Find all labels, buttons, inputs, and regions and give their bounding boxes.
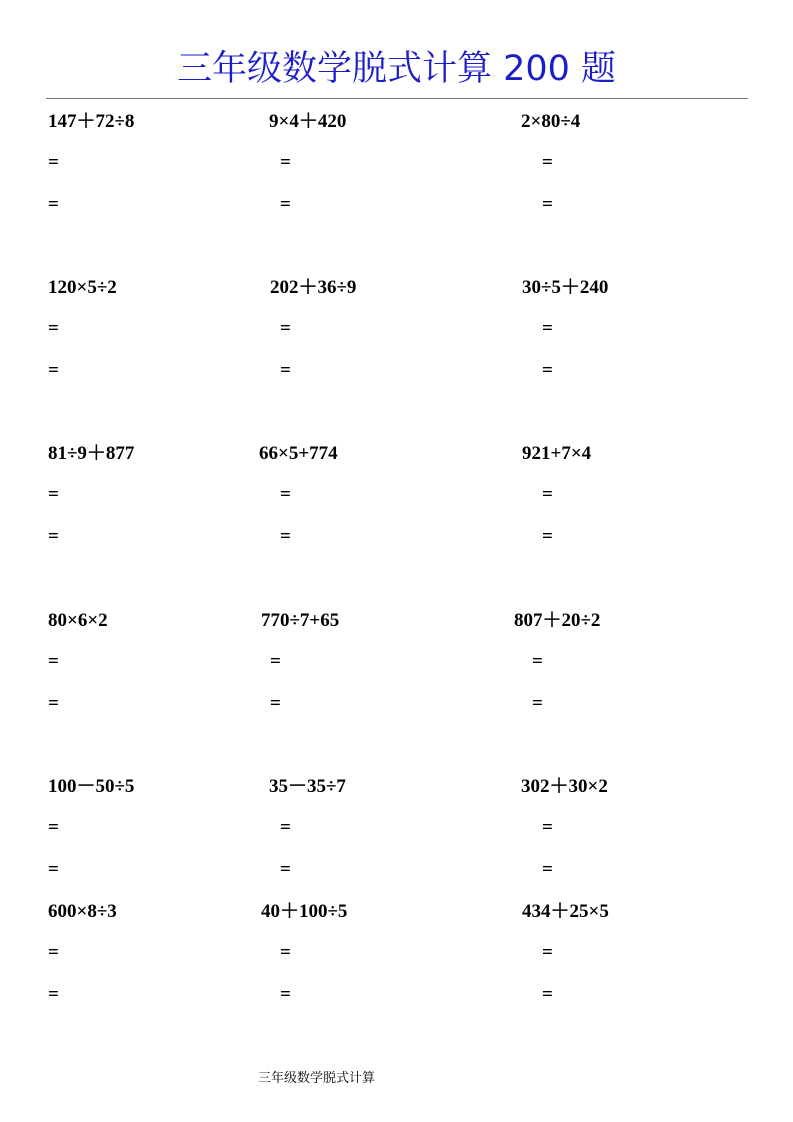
problem-expression: 100－50÷5 bbox=[48, 776, 135, 797]
answer-line-equals: = bbox=[48, 984, 59, 1005]
answer-line-equals: = bbox=[542, 318, 553, 339]
answer-line-equals: = bbox=[542, 817, 553, 838]
problem-expression: 9×4＋420 bbox=[269, 111, 347, 132]
problem-expression: 434＋25×5 bbox=[522, 901, 609, 922]
answer-line-equals: = bbox=[48, 693, 59, 714]
answer-line-equals: = bbox=[48, 859, 59, 880]
answer-line-equals: = bbox=[280, 194, 291, 215]
title-divider bbox=[46, 98, 748, 99]
problem-expression: 770÷7+65 bbox=[261, 610, 340, 631]
answer-line-equals: = bbox=[270, 693, 281, 714]
problem-expression: 202＋36÷9 bbox=[270, 277, 357, 298]
problem-expression: 35－35÷7 bbox=[269, 776, 346, 797]
answer-line-equals: = bbox=[542, 484, 553, 505]
answer-line-equals: = bbox=[542, 360, 553, 381]
answer-line-equals: = bbox=[280, 984, 291, 1005]
answer-line-equals: = bbox=[542, 194, 553, 215]
answer-line-equals: = bbox=[280, 484, 291, 505]
answer-line-equals: = bbox=[48, 194, 59, 215]
problem-expression: 921+7×4 bbox=[522, 443, 592, 464]
page-title: 三年级数学脱式计算 200 题 bbox=[176, 49, 617, 89]
answer-line-equals: = bbox=[280, 859, 291, 880]
problem-expression: 2×80÷4 bbox=[521, 111, 581, 132]
problem-expression: 30÷5＋240 bbox=[522, 277, 609, 298]
answer-line-equals: = bbox=[48, 318, 59, 339]
problem-expression: 80×6×2 bbox=[48, 610, 108, 631]
answer-line-equals: = bbox=[280, 942, 291, 963]
answer-line-equals: = bbox=[542, 942, 553, 963]
problem-expression: 40＋100÷5 bbox=[261, 901, 348, 922]
answer-line-equals: = bbox=[280, 817, 291, 838]
answer-line-equals: = bbox=[48, 484, 59, 505]
problem-expression: 81÷9＋877 bbox=[48, 443, 135, 464]
answer-line-equals: = bbox=[48, 152, 59, 173]
answer-line-equals: = bbox=[280, 318, 291, 339]
answer-line-equals: = bbox=[48, 817, 59, 838]
answer-line-equals: = bbox=[48, 651, 59, 672]
problem-expression: 302＋30×2 bbox=[521, 776, 608, 797]
answer-line-equals: = bbox=[532, 693, 543, 714]
answer-line-equals: = bbox=[270, 651, 281, 672]
problem-expression: 66×5+774 bbox=[259, 443, 338, 464]
answer-line-equals: = bbox=[48, 526, 59, 547]
answer-line-equals: = bbox=[48, 360, 59, 381]
problem-expression: 600×8÷3 bbox=[48, 901, 117, 922]
answer-line-equals: = bbox=[280, 152, 291, 173]
problem-expression: 147＋72÷8 bbox=[48, 111, 135, 132]
answer-line-equals: = bbox=[532, 651, 543, 672]
problem-expression: 120×5÷2 bbox=[48, 277, 117, 298]
page-footer: 三年级数学脱式计算 bbox=[258, 1071, 376, 1086]
answer-line-equals: = bbox=[542, 526, 553, 547]
answer-line-equals: = bbox=[542, 859, 553, 880]
answer-line-equals: = bbox=[280, 526, 291, 547]
answer-line-equals: = bbox=[542, 152, 553, 173]
answer-line-equals: = bbox=[542, 984, 553, 1005]
problem-expression: 807＋20÷2 bbox=[514, 610, 601, 631]
answer-line-equals: = bbox=[280, 360, 291, 381]
answer-line-equals: = bbox=[48, 942, 59, 963]
